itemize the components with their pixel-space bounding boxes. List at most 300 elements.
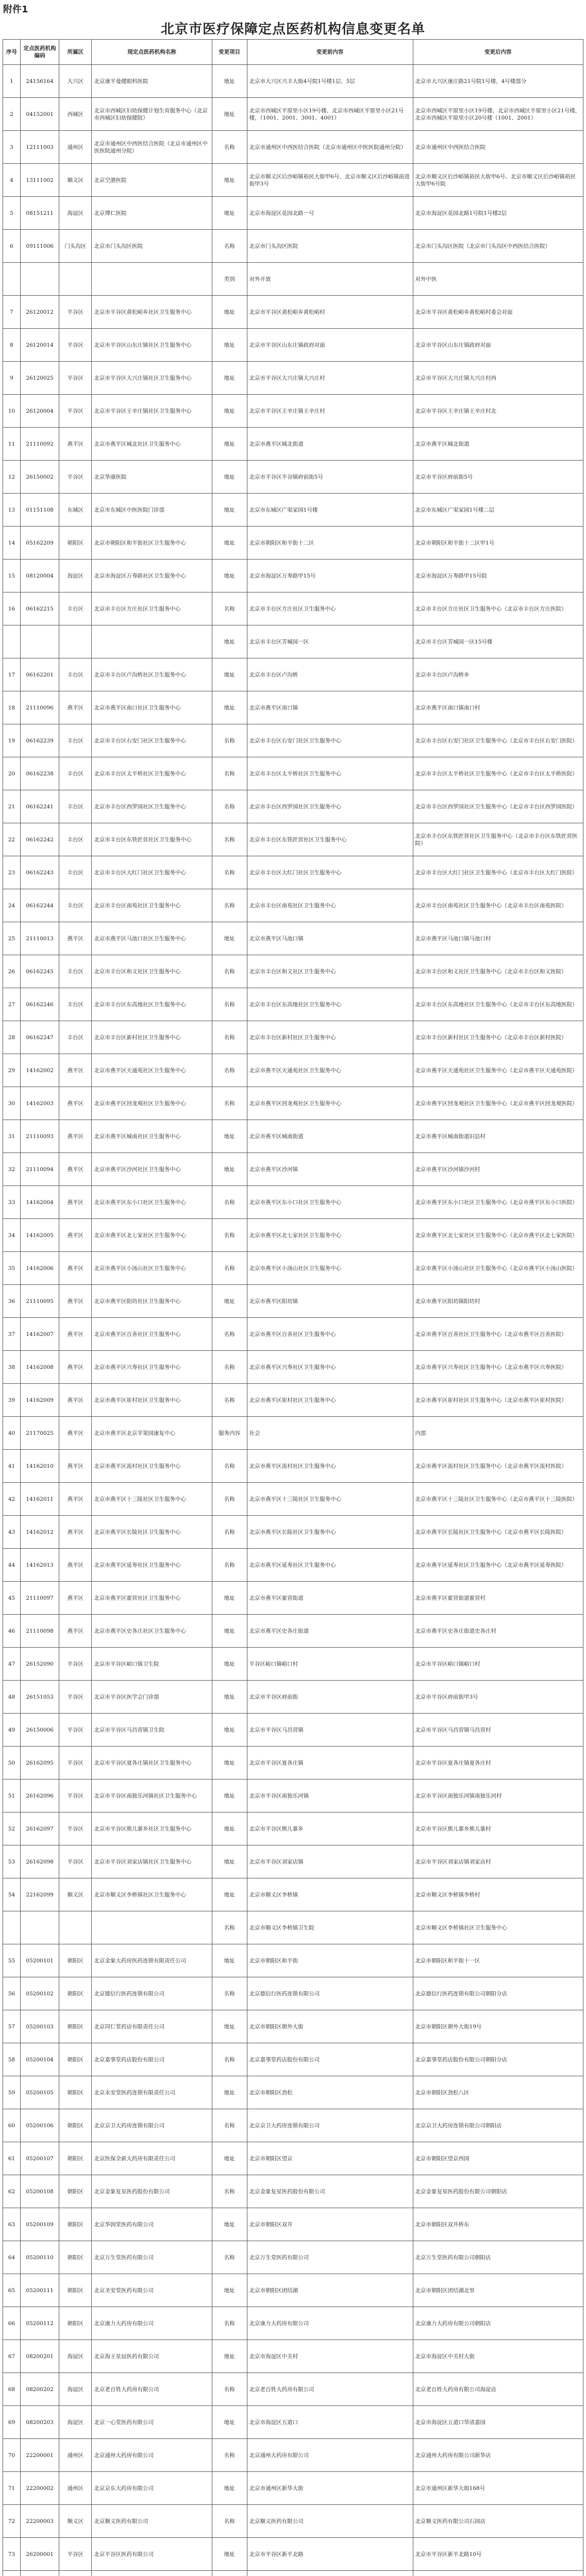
row-district: 燕平区 xyxy=(59,428,92,461)
row-after: 北京市海淀区中关村大街 xyxy=(413,2340,583,2373)
change-list-table xyxy=(3,39,583,2576)
row-code: 26120014 xyxy=(21,329,59,362)
row-district: 平谷区 xyxy=(59,1681,92,1714)
row-after: 北京市丰台区和义社区卫生服务中心（北京市丰台区和义医院） xyxy=(413,955,583,988)
row-no: 55 xyxy=(3,1944,21,1977)
row-after: 北京市通州区新华大街168号 xyxy=(413,2472,583,2505)
row-item: 名称 xyxy=(212,1351,247,1384)
row-name: 北京市平谷区黄松峪乡社区卫生服务中心 xyxy=(92,296,212,329)
row-item: 地址 xyxy=(212,922,247,955)
row-district: 丰台区 xyxy=(59,955,92,988)
row-name: 北京博仁医院 xyxy=(92,197,212,230)
row-no: 35 xyxy=(3,1252,21,1285)
col-header-after: 变更后内容 xyxy=(413,40,583,65)
table-row xyxy=(3,1219,583,1252)
table-row xyxy=(3,1318,583,1351)
row-code: 21110013 xyxy=(21,922,59,955)
row-name: 北京市丰台区东高地社区卫生服务中心 xyxy=(92,988,212,1021)
row-item: 名称 xyxy=(212,988,247,1021)
row-name: 北京京卫大药房连锁有限公司 xyxy=(92,2109,212,2142)
row-district xyxy=(59,1911,92,1944)
table-row xyxy=(3,2043,583,2076)
row-before: 北京市朝阳区朝外大街 xyxy=(247,2010,413,2043)
row-no: 63 xyxy=(3,2208,21,2241)
table-row xyxy=(3,988,583,1021)
row-no: 73 xyxy=(3,2538,21,2571)
table-row xyxy=(3,2472,583,2505)
table-row xyxy=(3,1483,583,1516)
row-after: 北京市燕平区十三陵社区卫生服务中心（北京市燕平区十三陵医院） xyxy=(413,1483,583,1516)
row-after: 北京市丰台区太平桥社区卫生服务中心（北京市丰台区太平桥医院） xyxy=(413,757,583,790)
row-no: 51 xyxy=(3,1780,21,1812)
row-code: 05200107 xyxy=(21,2142,59,2175)
row-name: 北京市丰台区右安门社区卫生服务中心 xyxy=(92,724,212,757)
row-after: 北京市东城区广渠家园1号楼二层 xyxy=(413,494,583,527)
row-item: 地址 xyxy=(212,1153,247,1186)
table-row xyxy=(3,625,583,658)
row-after: 北京万生堂医药有限公司朝阳店 xyxy=(413,2241,583,2274)
row-after: 北京市平谷区府前街甲3号 xyxy=(413,1681,583,1714)
row-district: 通州区 xyxy=(59,2439,92,2472)
row-no: 7 xyxy=(3,296,21,329)
row-name: 北京市平谷区王辛庄镇社区卫生服务中心 xyxy=(92,395,212,428)
table-row xyxy=(3,1384,583,1417)
row-item: 服务内容 xyxy=(212,1417,247,1450)
table-row xyxy=(3,1911,583,1944)
row-name: 北京市西城区妇幼保健计划生育服务中心（北京市西城区妇幼保健院） xyxy=(92,98,212,131)
row-name: 北京京东大药房有限公司 xyxy=(92,2472,212,2505)
table-row xyxy=(3,1252,583,1285)
row-district: 平谷区 xyxy=(59,362,92,395)
row-name: 北京市燕平区流村社区卫生服务中心 xyxy=(92,1450,212,1483)
row-no: 70 xyxy=(3,2439,21,2472)
row-no: 8 xyxy=(3,329,21,362)
col-header-before: 变更前内容 xyxy=(247,40,413,65)
row-item: 地址 xyxy=(212,1878,247,1911)
row-after: 北京市平谷区马昌营镇马昌营村 xyxy=(413,1714,583,1747)
row-after: 内部 xyxy=(413,1417,583,1450)
row-after: 北京市丰台区东高地社区卫生服务中心（北京市丰台区东高地医院） xyxy=(413,988,583,1021)
row-code: 22200003 xyxy=(21,2505,59,2538)
row-after: 北京市燕平区延寿社区卫生服务中心（北京市燕平区延寿医院） xyxy=(413,1549,583,1582)
row-name: 北京市燕平区城北社区卫生服务中心 xyxy=(92,428,212,461)
row-name: 北京市门头沟区医院 xyxy=(92,230,212,263)
row-after: 对外中医 xyxy=(413,263,583,296)
row-item: 名称 xyxy=(212,955,247,988)
row-name: 北京康力大药房有限公司 xyxy=(92,2307,212,2340)
row-item: 地址 xyxy=(212,2208,247,2241)
row-before: 北京市朝阳区和平街十二区 xyxy=(247,527,413,560)
row-no xyxy=(3,263,21,296)
row-no: 61 xyxy=(3,2142,21,2175)
row-after: 北京市朝阳区和平街十二区甲1号 xyxy=(413,527,583,560)
row-district: 燕平区 xyxy=(59,1285,92,1318)
table-row xyxy=(3,263,583,296)
row-no: 17 xyxy=(3,658,21,691)
row-code: 26200001 xyxy=(21,2538,59,2571)
row-before: 北京市丰台区东铁匠营社区卫生服务中心 xyxy=(247,823,413,856)
row-item: 名称 xyxy=(212,230,247,263)
row-code: 06162215 xyxy=(21,592,59,625)
row-name: 北京万生堂医药有限公司 xyxy=(92,2241,212,2274)
table-row xyxy=(3,2208,583,2241)
row-after: 北京德信行医药连锁有限公司朝阳分店 xyxy=(413,1977,583,2010)
row-code: 26162096 xyxy=(21,1780,59,1812)
row-item: 名称 xyxy=(212,889,247,922)
row-item: 地址 xyxy=(212,164,247,197)
row-after: 北京老百姓大药房有限公司海淀店 xyxy=(413,2373,583,2406)
table-row xyxy=(3,1812,583,1845)
row-code: 14162006 xyxy=(21,1252,59,1285)
row-before: 北京市燕平区十三陵社区卫生服务中心 xyxy=(247,1483,413,1516)
row-district xyxy=(59,263,92,296)
row-name: 北京市通州区中西医结合医院（北京市通州区中医医院通州分院） xyxy=(92,131,212,164)
row-after: 北京市平谷区刘家店镇刘家店村 xyxy=(413,1845,583,1878)
row-code: 06162244 xyxy=(21,889,59,922)
row-name: 北京市平谷区南独乐河镇社区卫生服务中心 xyxy=(92,1780,212,1812)
row-district: 顺义区 xyxy=(59,164,92,197)
row-before: 北京市朝阳区团结湖 xyxy=(247,2274,413,2307)
row-after: 北京市朝阳区劲松八区 xyxy=(413,2076,583,2109)
row-item: 类别 xyxy=(212,263,247,296)
table-row xyxy=(3,691,583,724)
row-item: 地址 xyxy=(212,1615,247,1648)
row-name: 北京市燕平区天通苑社区卫生服务中心 xyxy=(92,1054,212,1087)
row-no: 9 xyxy=(3,362,21,395)
row-district: 西城区 xyxy=(59,98,92,131)
row-after: 北京市丰台区新村社区卫生服务中心（北京市丰台区新村医院） xyxy=(413,1021,583,1054)
row-code: 09111006 xyxy=(21,230,59,263)
row-no: 69 xyxy=(3,2406,21,2439)
row-no xyxy=(3,2571,21,2576)
row-district: 丰台区 xyxy=(59,823,92,856)
row-before: 北京市海淀区中关村 xyxy=(247,2340,413,2373)
row-no: 49 xyxy=(3,1714,21,1747)
row-no: 22 xyxy=(3,823,21,856)
table-row xyxy=(3,1120,583,1153)
row-after: 北京市燕平区马池口镇马池口村 xyxy=(413,922,583,955)
row-item: 地址 xyxy=(212,560,247,592)
row-district: 燕平区 xyxy=(59,1384,92,1417)
row-after: 北京市燕平区天通苑社区卫生服务中心（北京市燕平区天通苑医院） xyxy=(413,1054,583,1087)
row-district: 燕平区 xyxy=(59,1516,92,1549)
row-no: 67 xyxy=(3,2340,21,2373)
row-no: 42 xyxy=(3,1483,21,1516)
row-name: 北京市丰台区方庄社区卫生服务中心 xyxy=(92,592,212,625)
table-row xyxy=(3,1450,583,1483)
table-row xyxy=(3,164,583,197)
row-item: 地址 xyxy=(212,2340,247,2373)
row-no: 12 xyxy=(3,461,21,494)
row-code: 26162097 xyxy=(21,1812,59,1845)
row-no: 52 xyxy=(3,1812,21,1845)
row-no: 14 xyxy=(3,527,21,560)
row-before: 北京市平谷区马昌营镇 xyxy=(247,1714,413,1747)
row-before: 北京市燕平区长陵社区卫生服务中心 xyxy=(247,1516,413,1549)
row-district: 通州区 xyxy=(59,2472,92,2505)
row-item: 名称 xyxy=(212,2043,247,2076)
row-no: 28 xyxy=(3,1021,21,1054)
row-code: 08120004 xyxy=(21,560,59,592)
row-district: 平谷区 xyxy=(59,395,92,428)
row-before: 北京市丰台区西罗园社区卫生服务中心 xyxy=(247,790,413,823)
row-no: 53 xyxy=(3,1845,21,1878)
row-no: 33 xyxy=(3,1186,21,1219)
row-code: 05200108 xyxy=(21,2175,59,2208)
row-before: 北京市朝阳区劲松 xyxy=(247,2076,413,2109)
row-district: 燕平区 xyxy=(59,691,92,724)
row-district: 丰台区 xyxy=(59,724,92,757)
row-name: 北京空港医院 xyxy=(92,164,212,197)
table-row xyxy=(3,724,583,757)
row-item: 地址 xyxy=(212,1747,247,1780)
table-row xyxy=(3,790,583,823)
row-name xyxy=(92,1911,212,1944)
row-item: 名称 xyxy=(212,757,247,790)
row-item: 名称 xyxy=(212,1483,247,1516)
row-name: 北京同仁堂药店有限责任公司 xyxy=(92,2010,212,2043)
row-name: 北京市东城区中医医院门诊部 xyxy=(92,494,212,527)
row-district: 顺义区 xyxy=(59,2505,92,2538)
row-after: 北京嘉事堂药店股份有限公司朝阳分店 xyxy=(413,2043,583,2076)
row-after: 北京市平谷区王辛庄镇王辛庄村北 xyxy=(413,395,583,428)
row-before: 北京市燕平区延寿社区卫生服务中心 xyxy=(247,1549,413,1582)
row-code: 22200002 xyxy=(21,2472,59,2505)
row-before: 北京市平谷区王辛庄镇王辛庄村 xyxy=(247,395,413,428)
table-row xyxy=(3,592,583,625)
table-row xyxy=(3,1516,583,1549)
row-name: 北京市平谷区夏各庄镇社区卫生服务中心 xyxy=(92,1747,212,1780)
row-name: 北京市燕平区沙河社区卫生服务中心 xyxy=(92,1153,212,1186)
table-row xyxy=(3,2406,583,2439)
row-code: 14162010 xyxy=(21,1450,59,1483)
row-before: 北京市大兴区兴丰大街4号院1号楼1层、5层 xyxy=(247,65,413,98)
row-before: 北京市通州区中西医结合医院（北京市通州区中医医院通州分院） xyxy=(247,131,413,164)
row-code: 21110097 xyxy=(21,1582,59,1615)
row-district: 东城区 xyxy=(59,494,92,527)
row-name: 北京华康医院 xyxy=(92,461,212,494)
row-after: 北京市燕平区南口镇南口村 xyxy=(413,691,583,724)
row-after: 北京市平谷区南独乐河镇南独乐河村 xyxy=(413,1780,583,1812)
row-no: 47 xyxy=(3,1648,21,1681)
row-item: 名称 xyxy=(212,2175,247,2208)
table-row xyxy=(3,329,583,362)
row-before: 北京市丰台区方庄社区卫生服务中心 xyxy=(247,592,413,625)
row-after: 北京市燕平区崔村社区卫生服务中心（北京市燕平区崔村医院） xyxy=(413,1384,583,1417)
table-row xyxy=(3,1153,583,1186)
row-after: 北京市海淀区五道口华清嘉园 xyxy=(413,2406,583,2439)
row-name: 北京市燕平区百善社区卫生服务中心 xyxy=(92,1318,212,1351)
row-name: 北京市燕平区东小口社区卫生服务中心 xyxy=(92,1186,212,1219)
row-item: 地址 xyxy=(212,1681,247,1714)
row-district: 燕平区 xyxy=(59,1450,92,1483)
row-no: 43 xyxy=(3,1516,21,1549)
row-code: 14162011 xyxy=(21,1483,59,1516)
row-item: 地址 xyxy=(212,2076,247,2109)
table-row xyxy=(3,2307,583,2340)
row-district: 朝阳区 xyxy=(59,2076,92,2109)
row-district: 朝阳区 xyxy=(59,2274,92,2307)
row-before: 北京市丰台区南苑社区卫生服务中心 xyxy=(247,889,413,922)
row-after: 北京市朝阳区望京西园 xyxy=(413,2142,583,2175)
table-row xyxy=(3,2340,583,2373)
row-district: 燕平区 xyxy=(59,922,92,955)
row-name: 北京市平谷区刘家店镇社区卫生服务中心 xyxy=(92,1845,212,1878)
row-no: 38 xyxy=(3,1351,21,1384)
row-district: 平谷区 xyxy=(59,296,92,329)
row-item: 地址 xyxy=(212,2406,247,2439)
row-no: 18 xyxy=(3,691,21,724)
row-name: 北京市丰台区太平桥社区卫生服务中心 xyxy=(92,757,212,790)
row-after: 北京市平谷区熊儿寨乡熊儿寨村 xyxy=(413,1812,583,1845)
row-district: 平谷区 xyxy=(59,1812,92,1845)
row-name: 北京圣安堂医药有限公司 xyxy=(92,2274,212,2307)
row-no: 21 xyxy=(3,790,21,823)
row-code: 14162005 xyxy=(21,1219,59,1252)
row-code: 24156164 xyxy=(21,65,59,98)
row-before: 北京市平谷区黄松峪乡黄松峪村 xyxy=(247,296,413,329)
row-item: 名称 xyxy=(212,2241,247,2274)
row-name: 北京顺义医药有限公司 xyxy=(92,2505,212,2538)
row-before: 北京康力大药房有限公司 xyxy=(247,2307,413,2340)
row-district: 丰台区 xyxy=(59,889,92,922)
row-before: 平谷区峪口镇峪口村 xyxy=(247,1648,413,1681)
row-no: 57 xyxy=(3,2010,21,2043)
row-before: 北京市燕平区阳坊镇 xyxy=(247,1285,413,1318)
row-no: 66 xyxy=(3,2307,21,2340)
row-item: 地址 xyxy=(212,428,247,461)
row-before: 北京市丰台区东高地社区卫生服务中心 xyxy=(247,988,413,1021)
row-after: 北京市燕平区回龙观社区卫生服务中心（北京市燕平区回龙观医院） xyxy=(413,1087,583,1120)
row-no: 40 xyxy=(3,1417,21,1450)
table-row xyxy=(3,1285,583,1318)
row-code xyxy=(21,263,59,296)
row-before: 北京老百姓大药房有限公司 xyxy=(247,2373,413,2406)
row-district: 朝阳区 xyxy=(59,2142,92,2175)
row-item: 地址 xyxy=(212,1285,247,1318)
table-row xyxy=(3,1780,583,1812)
row-code: 26152090 xyxy=(21,1648,59,1681)
row-name: 北京市顺义区李桥镇社区卫生服务中心 xyxy=(92,1878,212,1911)
row-district: 燕平区 xyxy=(59,1318,92,1351)
row-after: 北京市顺义区后沙峪镇裕民大街甲6号、北京市顺义区后沙峪镇裕民大街甲6号院 xyxy=(413,164,583,197)
row-before: 北京市平谷区山东庄镇政府对面 xyxy=(247,329,413,362)
row-no: 27 xyxy=(3,988,21,1021)
row-district: 朝阳区 xyxy=(59,1944,92,1977)
row-no: 16 xyxy=(3,592,21,625)
row-no: 2 xyxy=(3,98,21,131)
row-name: 北京一心堂医药有限公司 xyxy=(92,2406,212,2439)
row-before: 北京京卫大药房连锁有限公司 xyxy=(247,2109,413,2142)
row-after: 北京市燕平区城南街道旧县村 xyxy=(413,1120,583,1153)
row-no: 6 xyxy=(3,230,21,263)
row-no: 56 xyxy=(3,1977,21,2010)
row-item: 地址 xyxy=(212,461,247,494)
row-no: 72 xyxy=(3,2505,21,2538)
row-after: 北京市西城区平原里小区19号楼、北京市西城区平原里小区21号楼，北京市西城区平原里小区20号楼（1001、2001） xyxy=(413,98,583,131)
row-code: 26151053 xyxy=(21,1681,59,1714)
table-row xyxy=(3,823,583,856)
row-code: 06162201 xyxy=(21,658,59,691)
row-district: 海淀区 xyxy=(59,560,92,592)
row-item: 地址 xyxy=(212,2472,247,2505)
row-name: 北京华润堂医药有限公司 xyxy=(92,2208,212,2241)
table-row xyxy=(3,362,583,395)
row-name: 北京市燕平区崔村社区卫生服务中心 xyxy=(92,1384,212,1417)
row-code: 14162003 xyxy=(21,1087,59,1120)
row-no: 62 xyxy=(3,2175,21,2208)
table-row xyxy=(3,1714,583,1747)
row-name: 北京市燕平区兴寿社区卫生服务中心 xyxy=(92,1351,212,1384)
table-row xyxy=(3,1021,583,1054)
row-item: 名称 xyxy=(212,823,247,856)
row-before: 北京市平谷区平谷镇府前街5号 xyxy=(247,461,413,494)
row-before: 北京市顺义区后沙峪镇裕民大街甲6号、北京市顺义区后沙峪镇前进街甲3号 xyxy=(247,164,413,197)
row-district xyxy=(59,2571,92,2576)
table-row xyxy=(3,2538,583,2571)
table-row xyxy=(3,1417,583,1450)
row-district: 通州区 xyxy=(59,131,92,164)
row-district: 平谷区 xyxy=(59,461,92,494)
row-item: 名称 xyxy=(212,592,247,625)
table-row xyxy=(3,1845,583,1878)
row-code: 05200103 xyxy=(21,2010,59,2043)
row-code: 05200110 xyxy=(21,2241,59,2274)
row-after: 北京市燕平区百善社区卫生服务中心（北京市燕平区百善医院） xyxy=(413,1318,583,1351)
row-before: 北京市燕平区马池口镇 xyxy=(247,922,413,955)
table-row xyxy=(3,1615,583,1648)
row-district: 朝阳区 xyxy=(59,2307,92,2340)
table-row xyxy=(3,197,583,230)
table-row xyxy=(3,922,583,955)
row-after: 北京市丰台区西罗园社区卫生服务中心（北京市丰台区西罗园医院） xyxy=(413,790,583,823)
row-item: 名称 xyxy=(212,1087,247,1120)
row-name xyxy=(92,625,212,658)
row-code: 05162209 xyxy=(21,527,59,560)
row-no: 24 xyxy=(3,889,21,922)
row-name: 北京市平谷区熊儿寨乡社区卫生服务中心 xyxy=(92,1812,212,1845)
row-after: 北京市平谷区峪口镇峪口村 xyxy=(413,1648,583,1681)
row-no: 71 xyxy=(3,2472,21,2505)
row-no: 1 xyxy=(3,65,21,98)
table-row xyxy=(3,2241,583,2274)
row-district: 朝阳区 xyxy=(59,2010,92,2043)
row-district: 丰台区 xyxy=(59,757,92,790)
row-district: 丰台区 xyxy=(59,592,92,625)
row-item xyxy=(212,2571,247,2576)
row-before: 北京市平谷区府前街 xyxy=(247,1681,413,1714)
row-district: 丰台区 xyxy=(59,856,92,889)
row-district: 门头沟区 xyxy=(59,230,92,263)
row-code: 26162098 xyxy=(21,1845,59,1878)
row-after: 北京市丰台区南苑社区卫生服务中心（北京市丰台区南苑医院） xyxy=(413,889,583,922)
table-row xyxy=(3,889,583,922)
row-item: 名称 xyxy=(212,2505,247,2538)
row-district: 平谷区 xyxy=(59,1747,92,1780)
row-item: 名称 xyxy=(212,131,247,164)
row-code: 26150006 xyxy=(21,1714,59,1747)
row-code: 13111002 xyxy=(21,164,59,197)
row-before: 北京市燕平区霍营街道 xyxy=(247,1582,413,1615)
row-item: 名称 xyxy=(212,856,247,889)
row-name: 北京市燕平区南口社区卫生服务中心 xyxy=(92,691,212,724)
row-name: 北京德信行医药连锁有限公司 xyxy=(92,1977,212,2010)
row-before: 北京市门头沟区医院 xyxy=(247,230,413,263)
row-item: 地址 xyxy=(212,1812,247,1845)
row-name xyxy=(92,263,212,296)
row-name: 北京市丰台区东铁匠营社区卫生服务中心 xyxy=(92,823,212,856)
row-name: 北京市丰台区卢沟桥社区卫生服务中心 xyxy=(92,658,212,691)
